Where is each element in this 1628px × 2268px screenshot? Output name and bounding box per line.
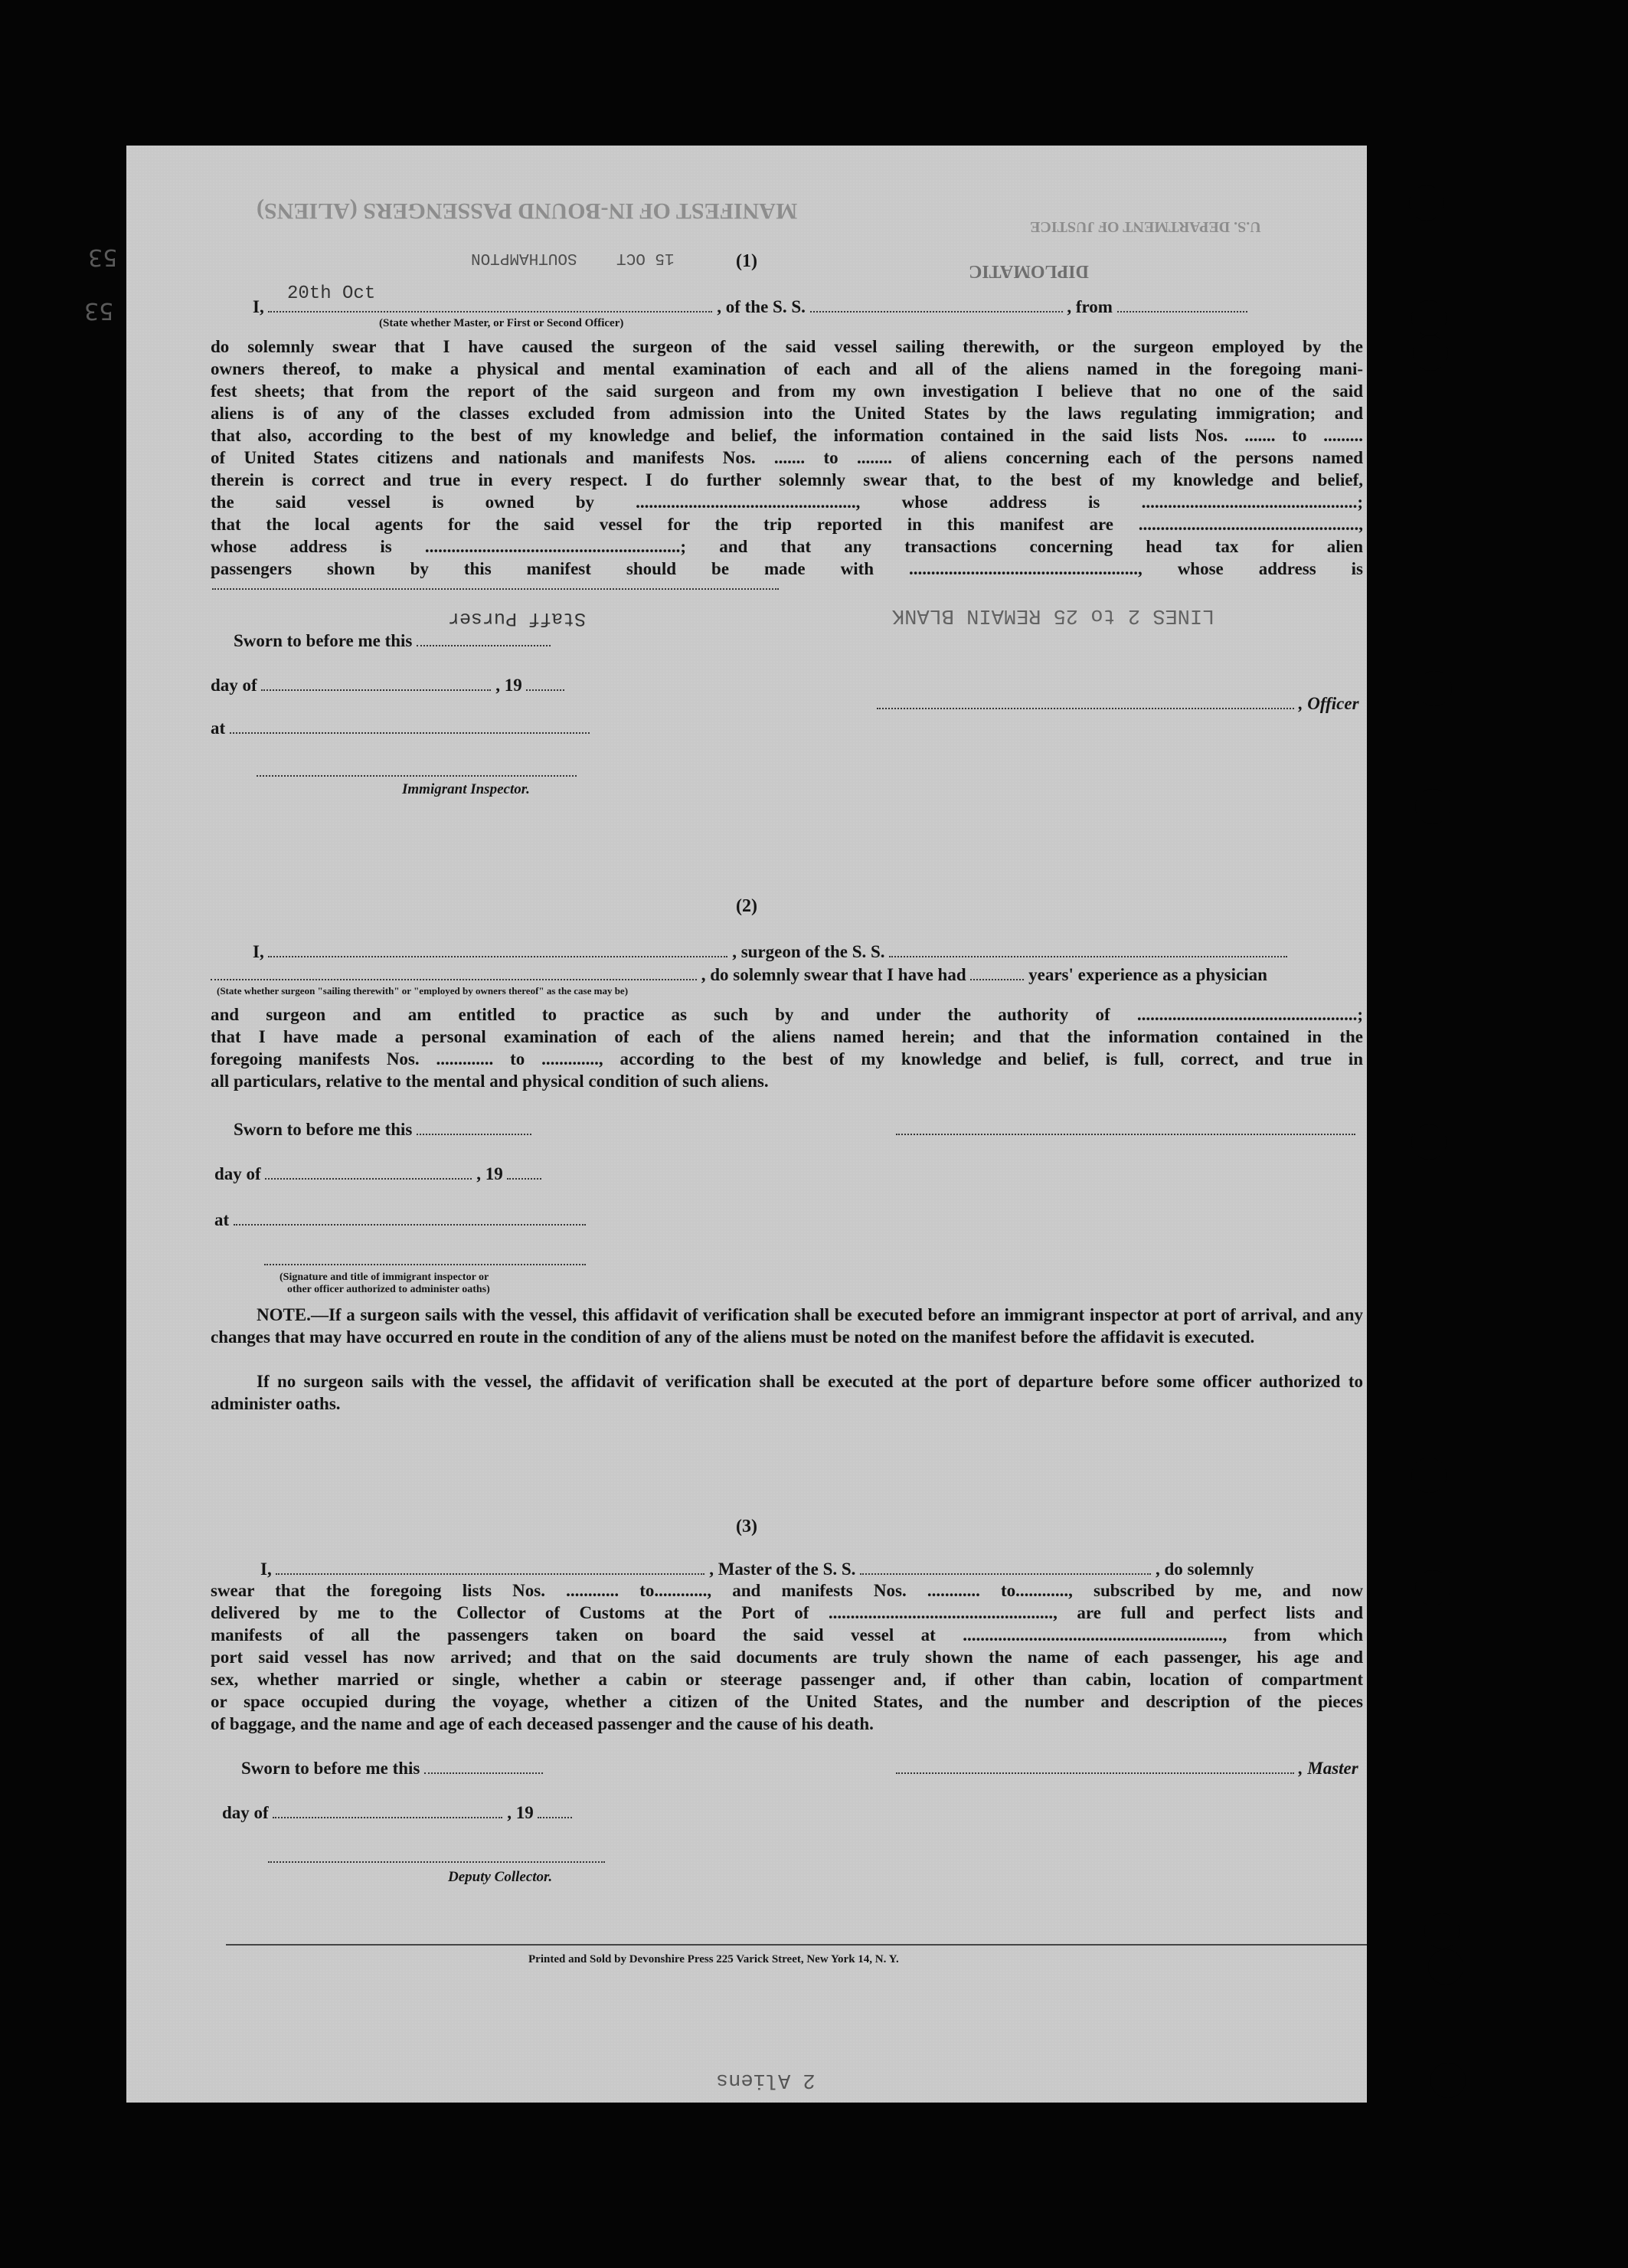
section1-line: of United States citizens and nationals and manifests Nos. ....... to ........ of aliens concerning each of the persons named	[211, 448, 1363, 467]
surgeon-name-field[interactable]	[268, 942, 727, 957]
manifest-sheet	[84, 146, 1367, 2103]
section1-sworn-line	[234, 631, 551, 651]
arrival-date-type: 20th Oct	[287, 283, 376, 304]
section2-line: that I have made a personal examination of each of the aliens named herein; and that the information contained in the	[211, 1027, 1363, 1046]
master-label: , Master	[1298, 1759, 1358, 1778]
officer-signature-field[interactable]	[877, 694, 1294, 709]
inspector-caption-1: (Signature and title of immigrant inspector or	[280, 1271, 489, 1283]
section2-ship-field[interactable]	[889, 942, 1287, 957]
binder-hole	[1428, 1949, 1463, 1985]
binder-hole	[1424, 1913, 1460, 1949]
section3-i-label: I,	[260, 1559, 272, 1579]
section3-line: swear that the foregoing lists Nos. ............ to............, and manifests Nos. ............ to............, subscribed by me, and now	[211, 1581, 1363, 1600]
section1-at-line	[211, 718, 590, 738]
day-of-label: day of	[211, 676, 257, 695]
note-paragraph-1	[211, 1304, 1363, 1348]
section1-line: fest sheets; that from the report of the said surgeon and from my own investigation I believe that no one of the said	[211, 381, 1363, 401]
master-name-field[interactable]	[276, 1559, 704, 1575]
section2-line: all particulars, relative to the mental and physical condition of such aliens.	[211, 1072, 769, 1091]
section3-line: delivered by me to the Collector of Customs at the Port of ..................................................., are full and perfect lists and	[211, 1603, 1363, 1622]
from-label: , from	[1067, 297, 1113, 316]
do-solemnly-label: , do solemnly	[1155, 1559, 1254, 1579]
section1-line: do solemnly swear that I have caused the surgeon of the said vessel sailing therewith, or the surgeon employed by the	[211, 337, 1363, 356]
section3-day-line	[222, 1803, 572, 1823]
officer-name-field[interactable]	[268, 297, 712, 313]
section1-line: whose address is ..........................................................; and that any transactions concerning head tax for alien	[211, 537, 1363, 556]
section3-ship-field[interactable]	[860, 1559, 1151, 1575]
at-label: at	[214, 1210, 230, 1229]
section1-line: that the local agents for the said vessel for the trip reported in this manifest are ..................................................,	[211, 515, 1363, 534]
binder-hole	[1411, 1458, 1447, 1493]
section1-line: therein is correct and true in every respect. I do further solemnly swear that, to the best of my knowledge and belief,	[211, 470, 1363, 489]
sworn-year-field[interactable]	[538, 1803, 572, 1818]
footer-rule	[226, 1944, 1367, 1946]
diplomatic-stamp: DIPLOMATIC	[969, 261, 1089, 281]
section3-line: manifests of all the passengers taken on board the said vessel at ..........................................................., from which	[211, 1625, 1363, 1645]
section1-line: that also, according to the best of my knowledge and belief, the information contained in the said lists Nos. ....... to .........	[211, 426, 1363, 445]
section3-line: sex, whether married or single, whether a cabin or steerage passenger and, if other than cabin, location of compartment	[211, 1670, 1363, 1689]
section3-sworn-line	[241, 1759, 543, 1779]
section2-intro-line	[253, 942, 1287, 962]
section-number-3: (3)	[736, 1517, 757, 1537]
section2-line: and surgeon and am entitled to practice as such by and under the authority of ..................................................;	[211, 1005, 1363, 1024]
remain-blank-stamp: LINES 2 to 25 REMAIN BLANK	[892, 604, 1215, 627]
section3-intro-line	[260, 1559, 1254, 1579]
years-field[interactable]	[970, 965, 1024, 980]
binder-hole	[1409, 185, 1444, 221]
section2-line: foregoing manifests Nos. ............. to ............., according to the best of my knowledge and belief, is full, correct, and true in	[211, 1049, 1363, 1069]
from-port-field[interactable]	[1117, 297, 1247, 313]
swear-had-label: , do solemnly swear that I have had	[701, 965, 966, 984]
sworn-day-field[interactable]	[417, 1120, 531, 1135]
day-of-label: day of	[222, 1803, 269, 1822]
binder-hole	[1413, 335, 1448, 371]
department-bleed: U.S. DEPARTMENT OF JUSTICE	[1030, 218, 1261, 235]
officer-signature-line	[877, 694, 1359, 714]
sworn-year-field[interactable]	[507, 1164, 541, 1180]
margin-handwritten-number: 53	[84, 297, 114, 324]
margin-handwritten-number: 53	[88, 244, 118, 270]
section-number-1: (1)	[736, 251, 757, 271]
collector-signature-field[interactable]	[268, 1861, 605, 1863]
binder-hole	[1430, 2063, 1466, 2098]
section1-intro-line	[253, 297, 1247, 317]
section2-i-label: I,	[253, 942, 264, 961]
date-oct-type: 15 OCT	[616, 249, 675, 267]
master-signature-line	[896, 1759, 1358, 1779]
sworn-place-field[interactable]	[230, 718, 590, 734]
section2-second-line	[211, 965, 1267, 985]
sworn-label: Sworn to before me this	[241, 1759, 420, 1778]
section3-line: or space occupied during the voyage, whether a citizen of the United States, and the number and description of the pieces	[211, 1692, 1363, 1711]
section1-line: aliens is of any of the classes excluded from admission into the United States by the laws regulating immigration; and	[211, 404, 1363, 423]
note-text: —If a surgeon sails with the vessel, this affidavit of verification shall be executed before an immigrant inspector at port of arrival, and any changes that may have occurred en route in the condition of any of the aliens must be noted on the manifest before the affidavit is executed.	[211, 1305, 1363, 1347]
day-of-label: day of	[214, 1164, 261, 1183]
sworn-month-field[interactable]	[273, 1803, 502, 1818]
master-of-label: , Master of the S. S.	[709, 1559, 856, 1579]
officer-label: , Officer	[1298, 694, 1359, 713]
sworn-day-field[interactable]	[424, 1759, 543, 1774]
year-label: , 19	[507, 1803, 534, 1822]
officer-rank-caption: (State whether Master, or First or Second Officer)	[379, 317, 624, 329]
section2-day-line	[214, 1164, 541, 1184]
section1-i-label: I,	[253, 297, 264, 316]
sworn-year-field[interactable]	[526, 676, 564, 691]
sworn-label: Sworn to before me this	[234, 631, 413, 650]
binder-hole	[1417, 671, 1452, 706]
surgeon-signature-field[interactable]	[896, 1134, 1355, 1135]
section1-day-line	[211, 676, 564, 695]
collector-caption: Deputy Collector.	[448, 1869, 553, 1885]
section1-line: passengers shown by this manifest should be made with ...................................................., whose address is	[211, 559, 1363, 578]
staff-purser-type: Staff Purser	[448, 607, 587, 630]
master-signature-field[interactable]	[896, 1759, 1294, 1774]
sworn-day-field[interactable]	[417, 631, 551, 646]
sworn-month-field[interactable]	[261, 676, 491, 691]
year-label: , 19	[495, 676, 522, 695]
printer-imprint: Printed and Sold by Devonshire Press 225 Varick Street, New York 14, N. Y.	[528, 1953, 899, 1965]
head-tax-contact-field[interactable]	[212, 588, 779, 590]
manifest-title-bleed: MANIFEST OF IN-BOUND PASSENGERS (ALIENS)	[257, 198, 798, 224]
surgeon-status-field[interactable]	[211, 965, 697, 980]
surgeon-of-label: , surgeon of the S. S.	[732, 942, 885, 961]
at-label: at	[211, 718, 226, 738]
aliens-count-type: 2 Aliens	[716, 2068, 816, 2091]
binder-hole	[1415, 789, 1450, 824]
years-exp-label: years' experience as a physician	[1028, 965, 1267, 984]
surgeon-status-caption: (State whether surgeon "sailing therewith" or "employed by owners thereof" as the case may be)	[217, 985, 629, 997]
inspector-caption-2: other officer authorized to administer oaths)	[287, 1284, 490, 1295]
ship-name-field[interactable]	[810, 297, 1063, 313]
inspector-caption: Immigrant Inspector.	[402, 781, 530, 797]
sworn-label: Sworn to before me this	[234, 1120, 413, 1139]
section3-line: port said vessel has now arrived; and that on the said documents are truly shown the name of each passenger, his age and	[211, 1648, 1363, 1667]
sworn-place-field[interactable]	[234, 1210, 586, 1226]
section3-line: of baggage, and the name and age of each deceased passenger and the cause of his death.	[211, 1714, 874, 1733]
binder-hole	[1415, 1570, 1450, 1605]
of-ss-label: , of the S. S.	[717, 297, 806, 316]
sworn-month-field[interactable]	[265, 1164, 472, 1180]
section-number-2: (2)	[736, 896, 757, 916]
binder-hole	[1411, 300, 1447, 335]
note-paragraph-2: If no surgeon sails with the vessel, the affidavit of verification shall be executed at the port of departure before some officer authorized to administer oaths.	[211, 1372, 1363, 1413]
note-label: NOTE.	[257, 1305, 311, 1324]
section1-line: the said vessel is owned by .................................................., whose address is .................................................;	[211, 493, 1363, 512]
section2-sworn-line	[234, 1120, 531, 1140]
year-label: , 19	[476, 1164, 503, 1183]
section2-at-line	[214, 1210, 586, 1230]
binder-hole	[1411, 1124, 1447, 1160]
inspector-signature-field[interactable]	[257, 775, 577, 777]
section1-line: owners thereof, to make a physical and mental examination of each and all of the aliens named in the foregoing mani-	[211, 359, 1363, 378]
inspector-signature-field[interactable]	[264, 1264, 586, 1265]
from-port-type: SOUTHAMPTON	[471, 249, 577, 267]
